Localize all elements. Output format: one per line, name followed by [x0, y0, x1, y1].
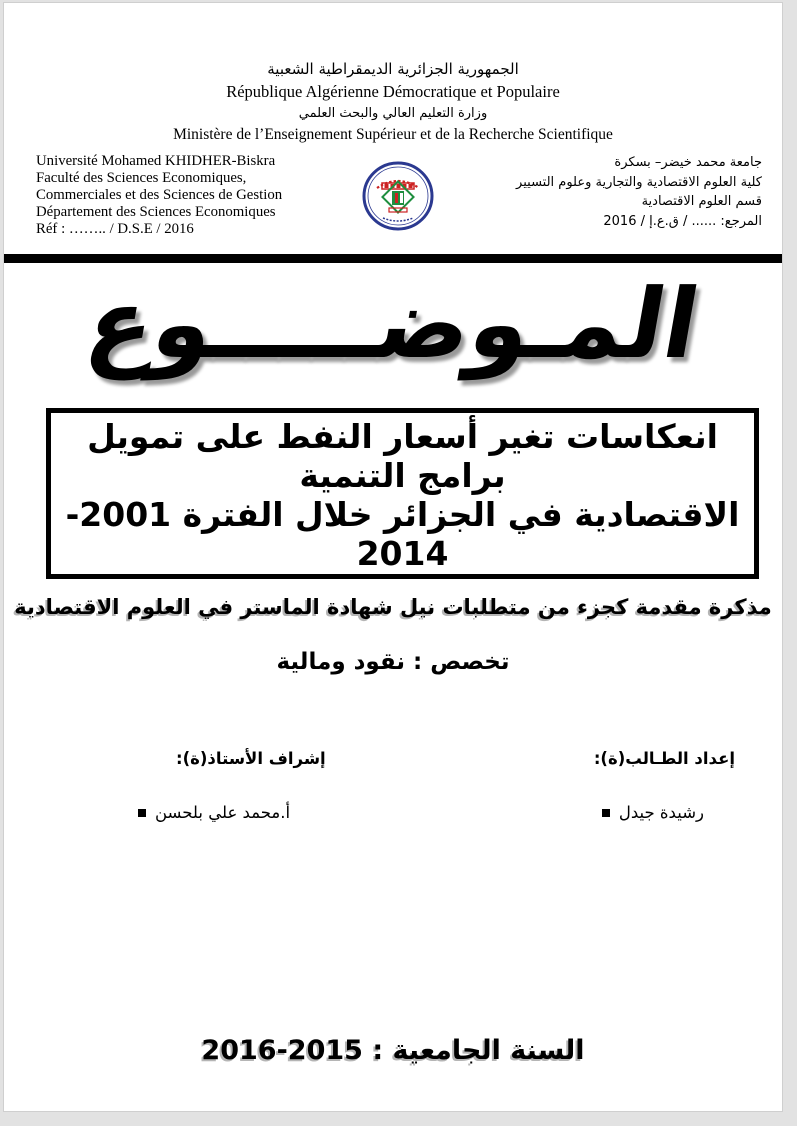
university-seal-icon — [361, 160, 435, 234]
thesis-title-line1: انعكاسات تغير أسعار النفط على تمويل برامج التنمية — [87, 417, 718, 495]
reference-line-fr: Réf : …….. / D.S.E / 2016 — [36, 221, 194, 237]
reference-line-ar: المرجع: ...... / ق.ع.إ / 2016 — [603, 213, 762, 229]
thesis-title-line2: الاقتصادية في الجزائر خلال الفترة 2001-2014 — [65, 495, 740, 573]
republic-name-arabic: الجمهورية الجزائرية الديمقراطية الشعبية — [267, 60, 519, 78]
bullet-square-icon — [138, 809, 146, 817]
supervisor-name: أ.محمد علي بلحسن — [155, 803, 291, 822]
calligraphic-title: المـوضـــــوع — [78, 268, 708, 380]
ministry-name-french: Ministère de l’Enseignement Supérieur et de la Recherche Scientifique — [173, 126, 613, 143]
supervisor-name-item — [138, 803, 290, 822]
specialty-line: تخصص : نقود ومالية — [276, 649, 510, 675]
prepared-by-label: إعداد الطـالب(ة): — [593, 749, 735, 768]
university-info-french — [36, 153, 282, 238]
department-name-ar: قسم العلوم الاقتصادية — [641, 194, 762, 209]
supervised-by-label: إشراف الأستاذ(ة): — [176, 749, 326, 768]
bullet-square-icon — [602, 809, 610, 817]
republic-name-french: République Algérienne Démocratique et Populaire — [226, 82, 560, 101]
university-seal-logo — [361, 160, 435, 234]
faculty-name-ar: كلية العلوم الاقتصادية والتجارية وعلوم التسيير — [516, 174, 762, 190]
student-name: رشيدة جيدل — [618, 803, 704, 822]
department-name-fr: Département des Sciences Economiques — [36, 204, 276, 220]
academic-year: السنة الجامعية : 2015-2016 — [201, 1035, 585, 1066]
student-name-item — [602, 803, 704, 822]
university-info-arabic — [516, 153, 762, 231]
national-header — [4, 58, 782, 145]
ministry-name-arabic: وزارة التعليم العالي والبحث العلمي — [298, 106, 488, 121]
memoir-subtitle: مذكرة مقدمة كجزء من متطلبات نيل شهادة الماستر في العلوم الاقتصادية — [14, 595, 772, 619]
university-name-ar: جامعة محمد خيضر– بسكرة — [614, 155, 762, 170]
thesis-title-box — [46, 408, 759, 579]
faculty-name-fr-line2: Commerciales et des Sciences de Gestion — [36, 187, 283, 203]
university-name-fr: Université Mohamed KHIDHER-Biskra — [36, 153, 276, 169]
document-page — [3, 2, 783, 1112]
faculty-name-fr-line1: Faculté des Sciences Economiques, — [36, 170, 247, 186]
